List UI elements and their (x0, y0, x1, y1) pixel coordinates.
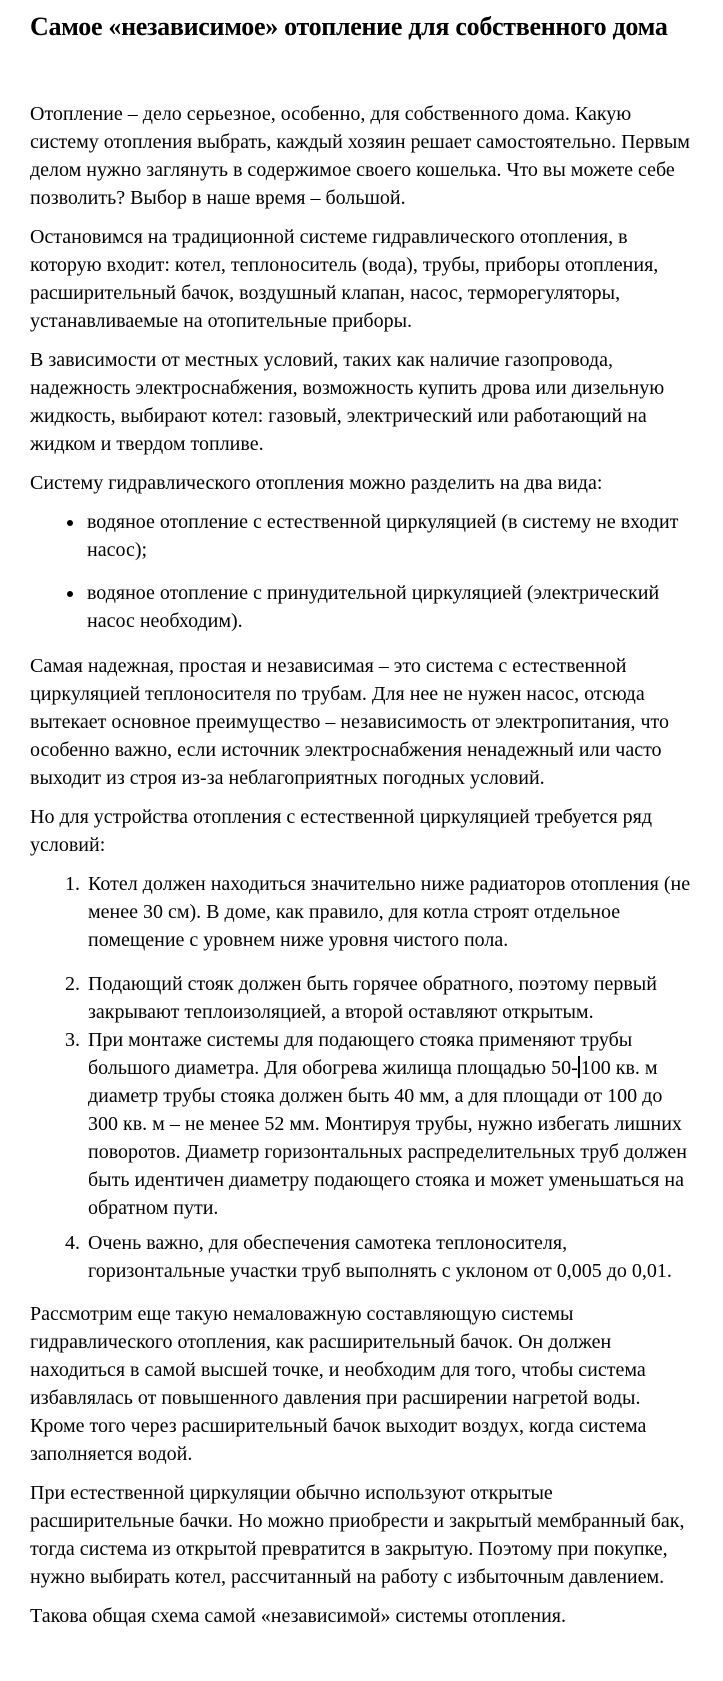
condition-item-3 (85, 1026, 697, 1222)
condition-item-1: 1. Котел должен находиться значительно ниже радиаторов отопления (не менее 30 см). В доме, как правило, для котла строят отдельное помещение с уровнем ниже уровня чистого пола. (85, 870, 697, 954)
condition-item-2: 2. Подающий стояк должен быть горячее обратного, поэтому первый закрывают теплоизоляцией, а второй оставляют открытым. (85, 970, 697, 1026)
condition-item-3-text-before-cursor: При монтаже системы для подающего стояка применяют трубы большого диаметра. Для обогрева жилища площадью 50- (88, 1029, 633, 1079)
bullet-item-forced-circulation: • водяное отопление с принудительной циркуляцией (электрический насос необходим). (85, 579, 697, 635)
paragraph-system-types-leadin: Систему гидравлического отопления можно разделить на два вида: (30, 472, 603, 494)
conditions-numbered-list (30, 870, 697, 1285)
condition-item-3-text-after-cursor: 100 кв. м диаметр трубы стояка должен быть 40 мм, а для площади от 100 до 300 кв. м – не менее 52 мм. Монтируя трубы, нужно избегать лишних поворотов. Диаметр горизонтальных распределительных труб должен быть идентичен диаметру подающего стояка и может уменьшаться на обратном пути. (88, 1057, 687, 1219)
paragraph-intro-1: Отопление – дело серьезное, особенно, для собственного дома. Какую систему отопления выбрать, каждый хозяин решает самостоятельно. Первым делом нужно заглянуть в содержимое своего кошелька. Что вы можете себе позволить? Выбор в наше время – большой. (30, 103, 690, 209)
text-cursor (578, 1056, 580, 1078)
paragraph-intro-3: В зависимости от местных условий, таких как наличие газопровода, надежность электроснабжения, возможность купить дрова или дизельную жидкость, выбирают котел: газовый, электрический или работающий на жидком и твердом топливе. (30, 349, 665, 455)
condition-item-4: 4. Очень важно, для обеспечения самотека теплоносителя, горизонтальные участки труб выполнять с уклоном от 0,005 до 0,01. (85, 1229, 697, 1285)
paragraph-conclusion: Такова общая схема самой «независимой» системы отопления. (30, 1605, 566, 1627)
document-title: Самое «независимое» отопление для собственного дома (30, 12, 668, 41)
paragraph-expansion-tank: Рассмотрим еще такую немаловажную составляющую системы гидравлического отопления, как расширительный бачок. Он должен находиться в самой высшей точке, и необходим для того, чтобы система избавлялась от повышенного давления при расширении нагретой воды. Кроме того через расширительный бачок выходит воздух, когда система заполняется водой. (30, 1303, 647, 1465)
bullet-item-natural-circulation: • водяное отопление с естественной циркуляцией (в систему не входит насос); (85, 508, 697, 564)
system-types-bullet-list (30, 508, 697, 635)
paragraph-open-closed-tanks: При естественной циркуляции обычно используют открытые расширительные бачки. Но можно приобрести и закрытый мембранный бак, тогда система из открытой превратится в закрытую. Поэтому при покупке, нужно выбирать котел, рассчитанный на работу с избыточным давлением. (30, 1482, 685, 1588)
paragraph-most-reliable: Самая надежная, простая и независимая – это система с естественной циркуляцией теплоносителя по трубам. Для нее не нужен насос, отсюда вытекает основное преимущество – независимость от электропитания, что особенно важно, если источник электроснабжения ненадежный или часто выходит из строя из-за неблагоприятных погодных условий. (30, 655, 670, 789)
paragraph-conditions-leadin: Но для устройства отопления с естественной циркуляцией требуется ряд условий: (30, 806, 653, 856)
paragraph-intro-2: Остановимся на традиционной системе гидравлического отопления, в которую входит: котел, теплоноситель (вода), трубы, приборы отопления, расширительный бачок, воздушный клапан, насос, терморегуляторы, устанавливаемые на отопительные приборы. (30, 226, 659, 332)
